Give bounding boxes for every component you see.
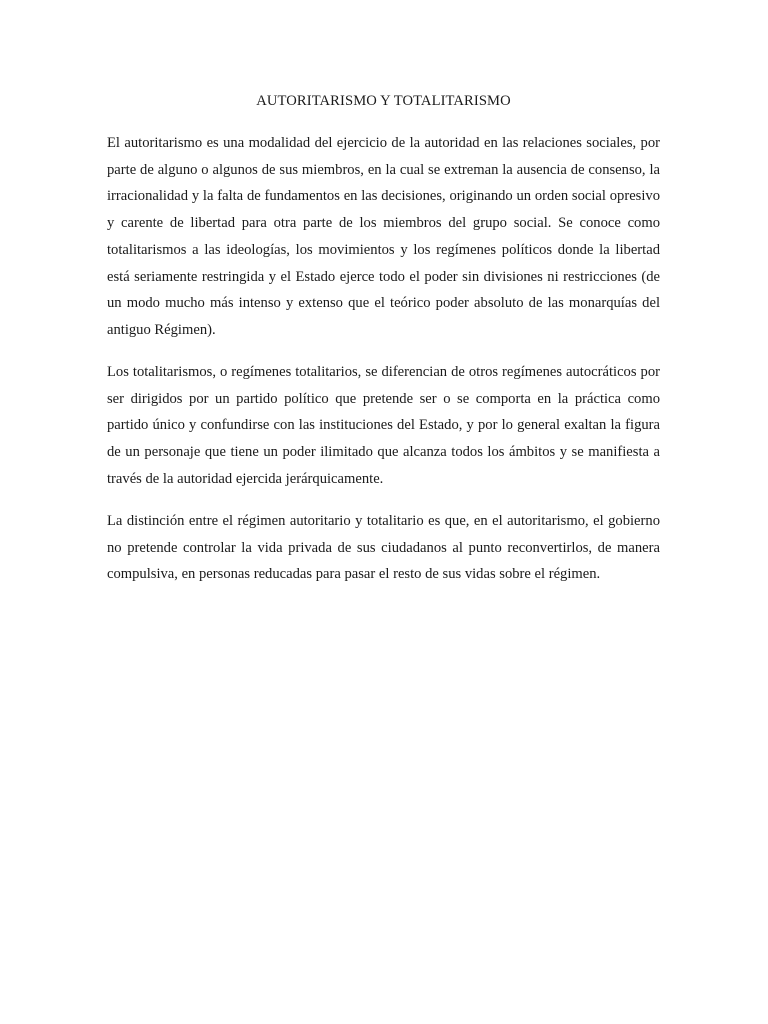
paragraph-autoritarismo: El autoritarismo es una modalidad del ejercicio de la autoridad en las relaciones sociales, por parte de alguno o algunos de sus miembros, en la cual se extreman la ausencia de consenso, la irracionalidad y la falta de fundamentos en las decisiones, originando un orden social opresivo y carente de libertad para otra parte de los miembros del grupo social. Se conoce como totalitarismos a las ideologías, los movimientos y los regímenes políticos donde la libertad está seriamente restringida y el Estado ejerce todo el poder sin divisiones ni restricciones (de un modo mucho más intenso y extenso que el teórico poder absoluto de las monarquías del antiguo Régimen). — [107, 135, 660, 338]
paragraph-distincion: La distinción entre el régimen autoritario y totalitario es que, en el autoritarismo, el gobierno no pretende controlar la vida privada de sus ciudadanos al punto reconvertirlos, de manera compulsiva, en personas reducadas para pasar el resto de sus vidas sobre el régimen. — [107, 513, 660, 583]
document-title: AUTORITARISMO Y TOTALITARISMO — [256, 93, 511, 109]
paragraph-totalitarismos: Los totalitarismos, o regímenes totalitarios, se diferencian de otros regímenes autocráticos por ser dirigidos por un partido político que pretende ser o se comporta en la práctica como partido único y confundirse con las instituciones del Estado, y por lo general exaltan la figura de un personaje que tiene un poder ilimitado que alcanza todos los ámbitos y se manifiesta a través de la autoridad ejercida jerárquicamente. — [107, 364, 660, 487]
